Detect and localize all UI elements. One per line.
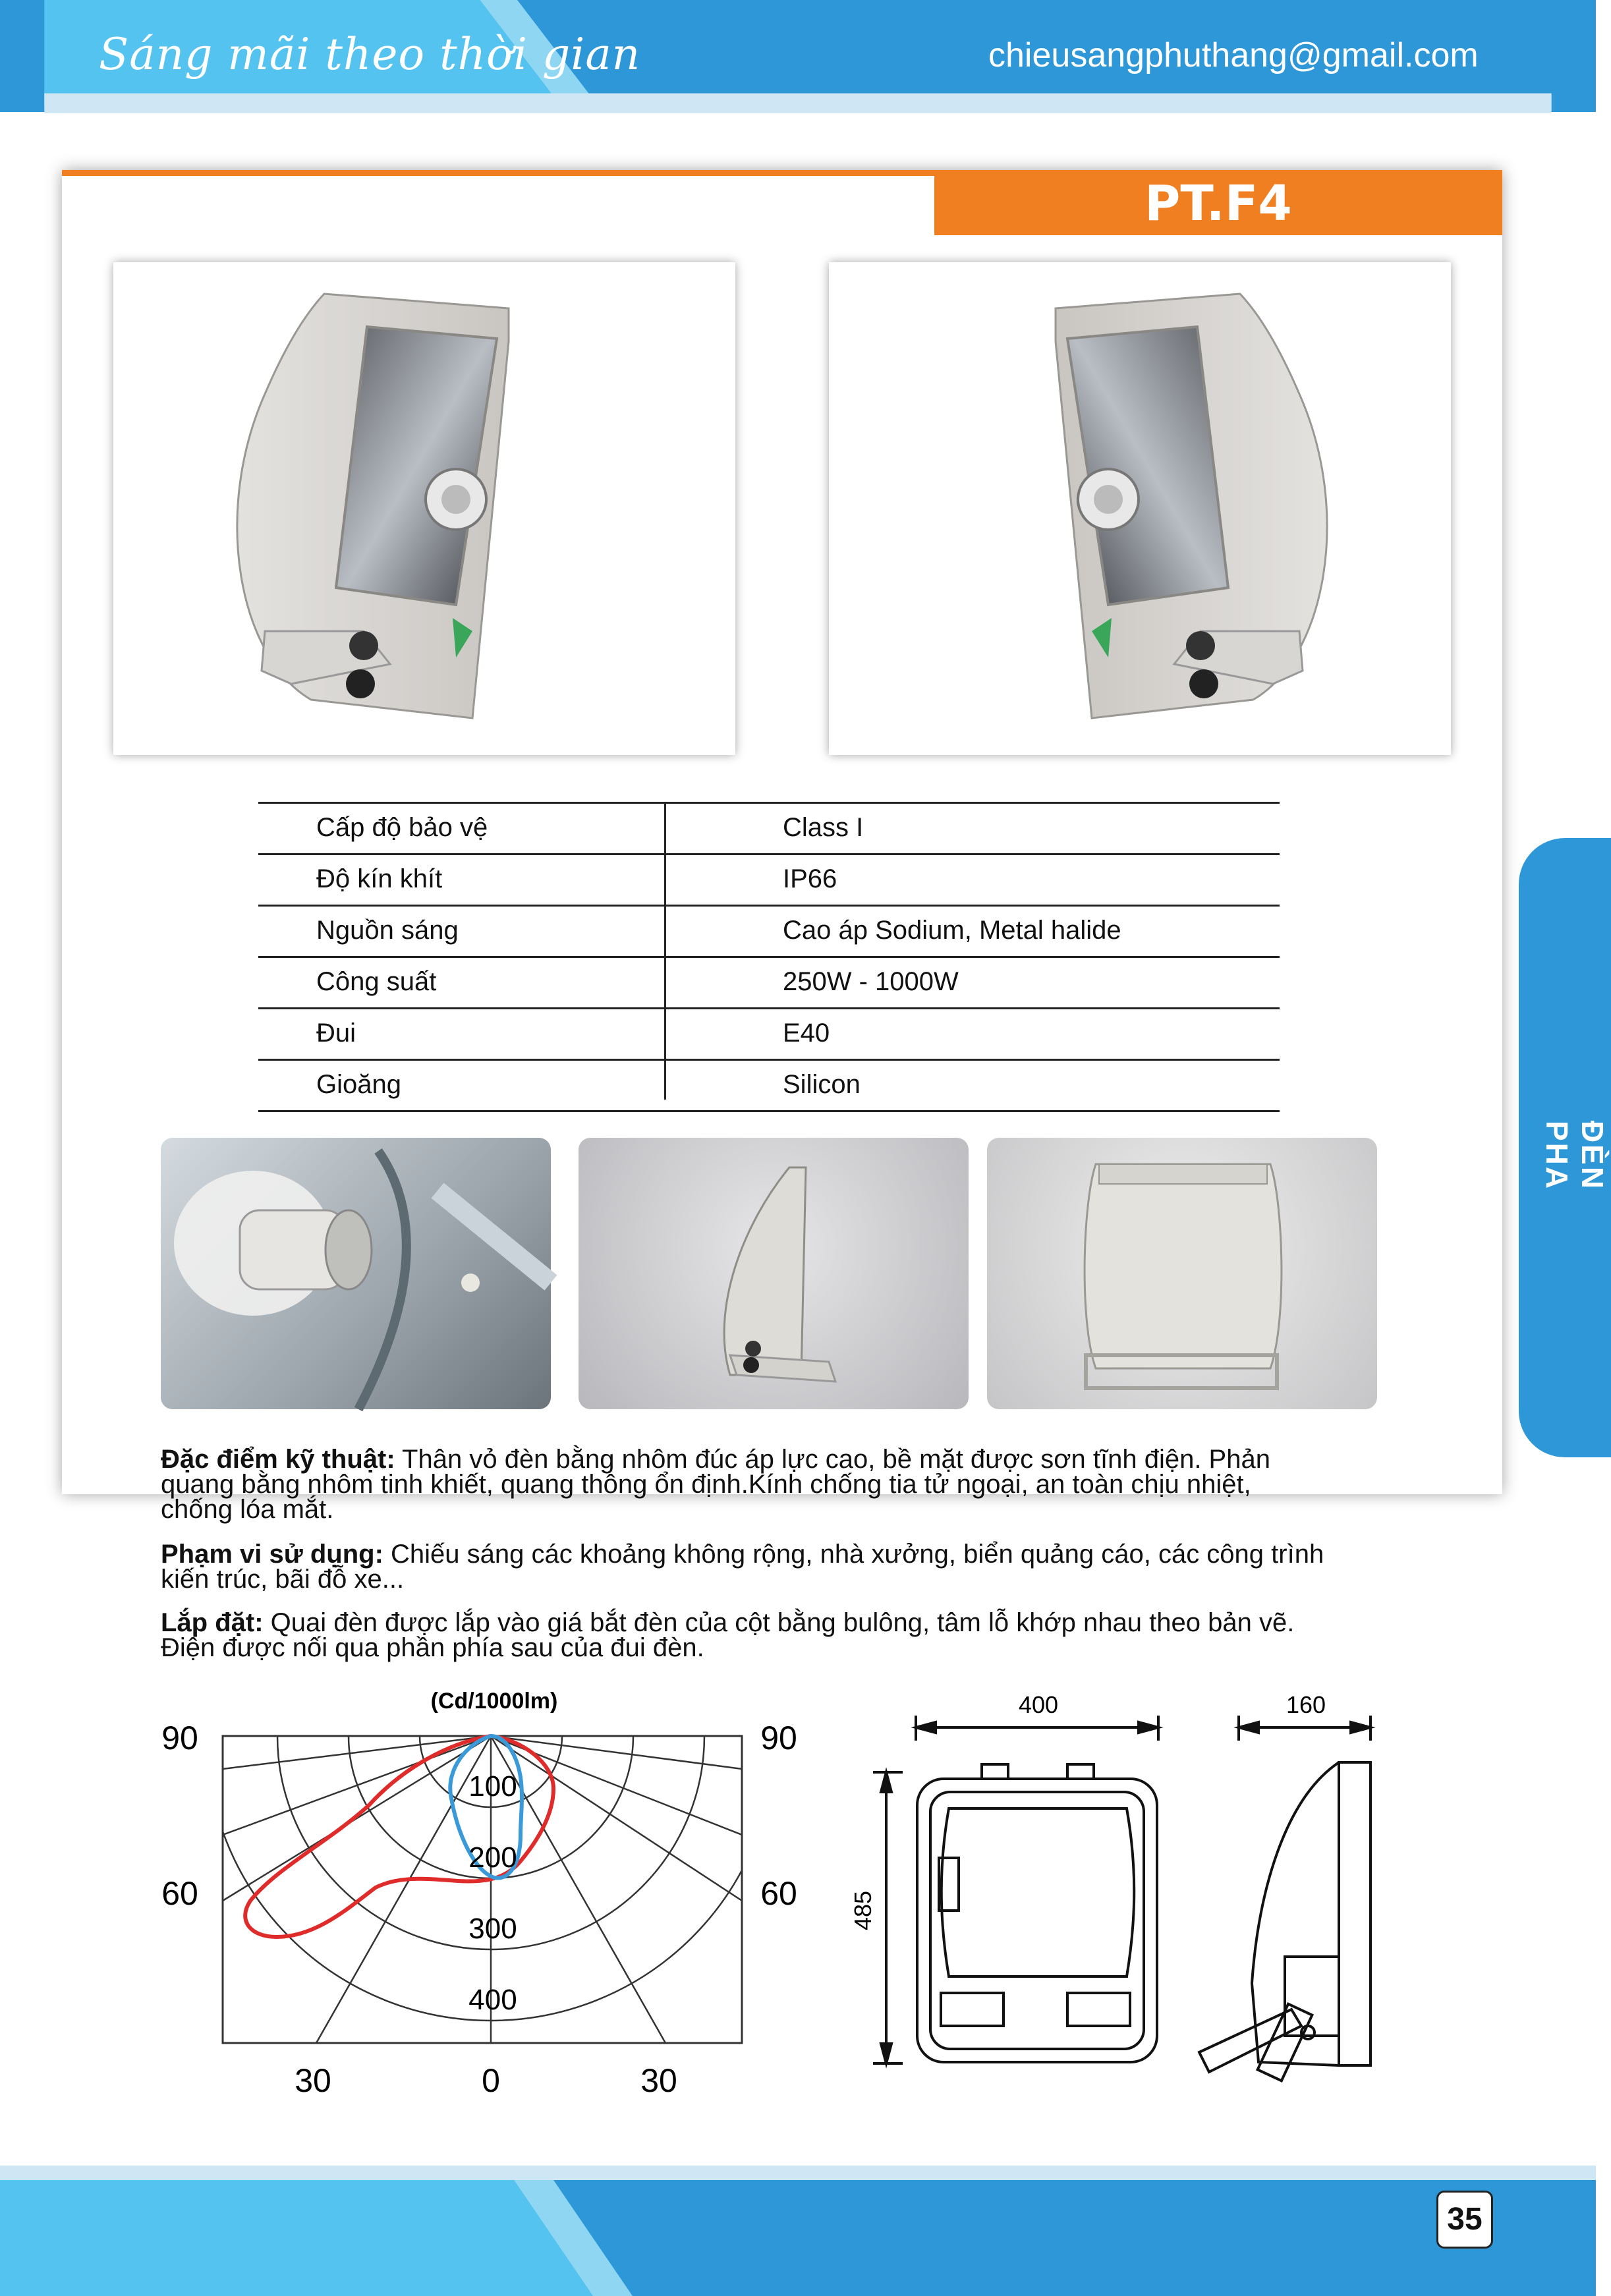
polar-bottom-label: 0 <box>482 2062 500 2099</box>
install-text: Điện được nối qua phần phía sau của đui đèn. <box>161 1633 704 1662</box>
slogan: Sáng mãi theo thời gian <box>99 29 641 80</box>
polar-angle-label: 90 <box>760 1720 797 1756</box>
scope-paragraph <box>161 1542 1380 1592</box>
spec-key: Độ kín khít <box>316 864 443 893</box>
spec-column-divider <box>664 802 666 1100</box>
floodlight-front-image <box>113 262 735 755</box>
floodlight-side-image <box>829 262 1451 755</box>
polar-ring-label: 200 <box>468 1841 517 1874</box>
polar-angle-label: 60 <box>161 1875 198 1912</box>
dimension-width: 400 <box>1018 1691 1059 1718</box>
spec-key: Công suất <box>316 967 437 996</box>
spec-key: Gioăng <box>316 1070 401 1099</box>
scope-label: Phạm vi sử dụng: <box>161 1540 383 1569</box>
install-paragraph <box>161 1610 1380 1660</box>
back-view-image <box>987 1138 1377 1409</box>
spec-row <box>258 1007 1280 1059</box>
polar-angle-label: 60 <box>760 1875 797 1912</box>
spec-row <box>258 1059 1280 1112</box>
dimension-depth: 160 <box>1286 1691 1326 1718</box>
spec-value: Cao áp Sodium, Metal halide <box>783 916 1121 945</box>
features-paragraph <box>161 1447 1380 1522</box>
features-text: Thân vỏ đèn bằng nhôm đúc áp lực cao, bề mặt được sơn tĩnh điện. Phản <box>395 1445 1270 1474</box>
spec-row <box>258 802 1280 853</box>
detail-photo-side <box>579 1138 969 1409</box>
polar-unit: (Cd/1000lm) <box>430 1689 558 1714</box>
features-text: quang bằng nhôm tinh khiết, quang thông ổn định.Kính chống tia tử ngoại, an toàn chịu nhiệt, <box>161 1470 1251 1499</box>
spec-value: IP66 <box>783 864 837 893</box>
spec-value: Class I <box>783 813 864 842</box>
polar-ring-label: 300 <box>468 1913 517 1945</box>
spec-key: Nguồn sáng <box>316 916 459 945</box>
polar-angle-label: 90 <box>161 1720 198 1756</box>
footer-bar <box>0 2166 1596 2296</box>
spec-key: Đui <box>316 1019 356 1048</box>
spec-value: 250W - 1000W <box>783 967 959 996</box>
side-view-image <box>579 1138 969 1409</box>
socket-image <box>161 1138 551 1409</box>
detail-photo-socket <box>161 1138 551 1409</box>
spec-row <box>258 905 1280 956</box>
polar-ring-label: 100 <box>468 1770 517 1803</box>
side-view-drawing <box>1199 1716 1371 2081</box>
detail-photo-back <box>987 1138 1377 1409</box>
page-number: 35 <box>1436 2191 1493 2249</box>
category-tab-label: ĐÈN PHA <box>1540 1120 1610 1191</box>
install-label: Lắp đặt: <box>161 1608 264 1637</box>
email-link[interactable]: chieusangphuthang@gmail.com <box>988 36 1479 74</box>
features-label: Đặc điểm kỹ thuật: <box>161 1445 395 1474</box>
spec-row <box>258 956 1280 1007</box>
product-photo-right <box>829 262 1451 755</box>
scope-text: kiến trúc, bãi đỗ xe... <box>161 1565 405 1594</box>
polar-bottom-label: 30 <box>640 2062 677 2099</box>
polar-ring-label: 400 <box>468 1984 517 2016</box>
dimension-height: 485 <box>849 1890 876 1931</box>
spec-row <box>258 853 1280 905</box>
dimension-drawing <box>837 1693 1390 2088</box>
polar-bottom-label: 30 <box>295 2062 331 2099</box>
polar-light-distribution <box>152 1683 810 2118</box>
install-text: Quai đèn được lắp vào giá bắt đèn của cột bằng bulông, tâm lỗ khớp nhau theo bản vẽ. <box>263 1608 1295 1637</box>
product-photo-left <box>113 262 735 755</box>
spec-value: E40 <box>783 1019 830 1048</box>
scope-text: Chiếu sáng các khoảng không rộng, nhà xưởng, biển quảng cáo, các công trình <box>383 1540 1324 1569</box>
features-text: chống lóa mắt. <box>161 1495 334 1524</box>
spec-value: Silicon <box>783 1070 861 1099</box>
front-view-drawing <box>873 1716 1158 2063</box>
model-name: PT.F4 <box>1145 175 1292 232</box>
spec-table <box>258 802 1280 1112</box>
spec-key: Cấp độ bảo vệ <box>316 813 488 842</box>
